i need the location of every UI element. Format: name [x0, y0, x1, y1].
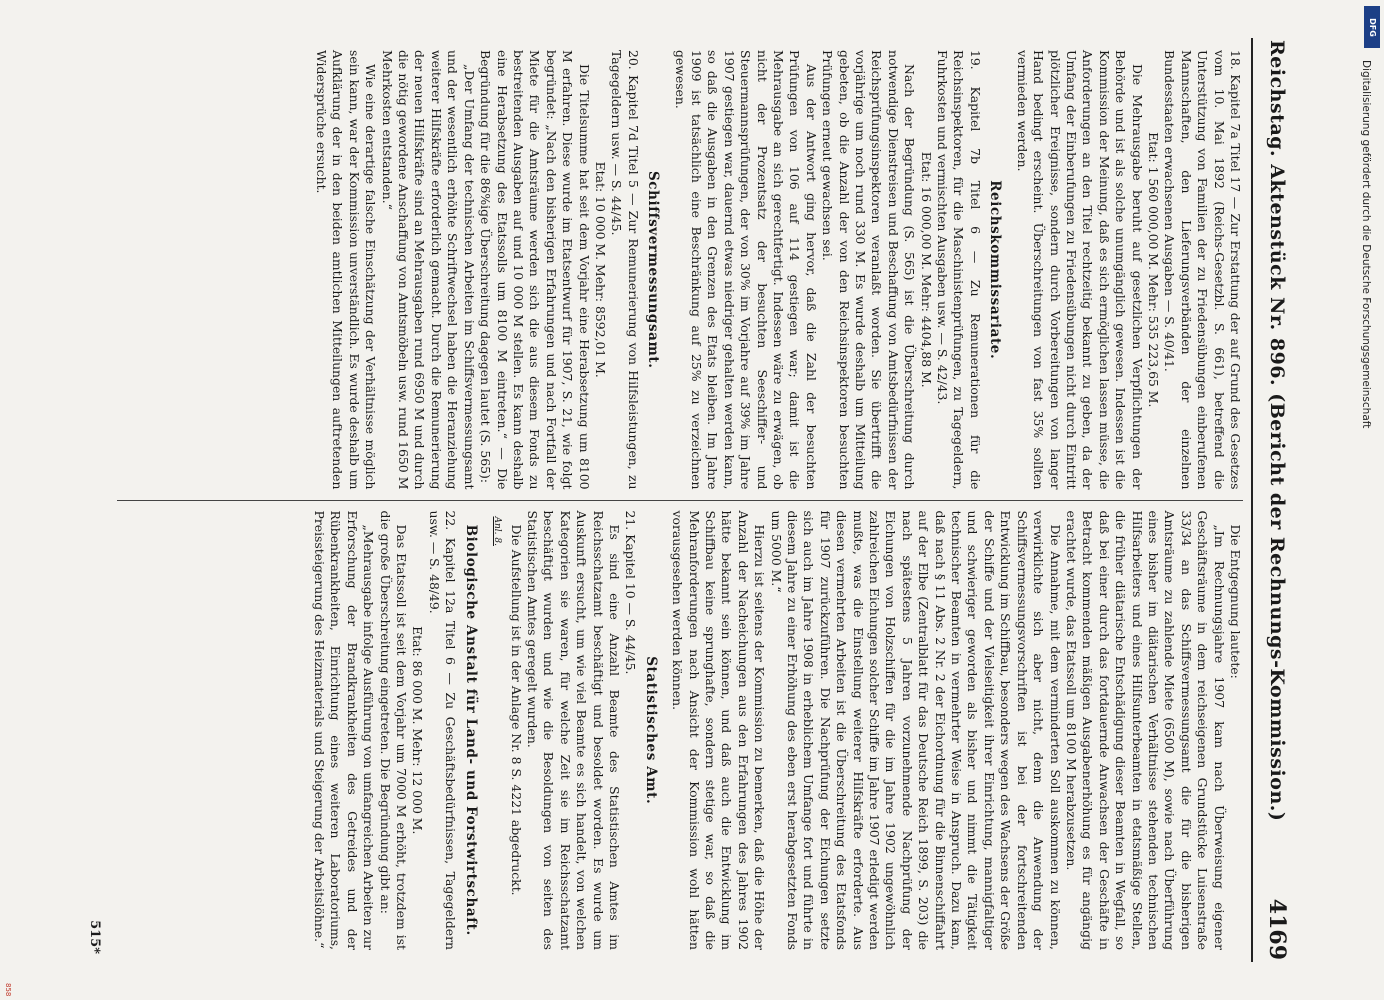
dfg-logo-text: DFG	[1367, 17, 1377, 37]
paragraph: Wie eine derartige falsche Einschätzung der Verhältnisse möglich sein kann, war der Kommission unverständlich. Es wurde deshalb um Aufklärung der in den beiden amtlichen Mitteilungen auftretenden Widersprüche ersucht.	[314, 50, 379, 490]
signature-mark: 515*	[87, 920, 102, 954]
section-heading: Statistisches Amt.	[642, 656, 659, 805]
text-columns	[117, 40, 1243, 960]
section-heading: Reichskommissariate.	[987, 180, 1004, 360]
dfg-logo	[1364, 6, 1380, 48]
side-credit	[1362, 60, 1382, 740]
paragraph: 19. Kapitel 7b Titel 6 — Zu Remunerationen für die Reichsinspektoren, für die Maschinistenprüfungen, zu Tagegeldern, Fuhrkosten und vermischten Ausgaben usw. — S. 42/43.	[935, 50, 983, 490]
paragraph: Die Titelsumme hat seit dem Vorjahr eine Herabsetzung um 8100 M erfahren. Diese wurde im Etatsentwurf für 1907, S. 21, wie folgt begründet: „Nach den bisherigen Erfahrungen und nach Fortfall der Miete für die Amtsräume werden sich die aus diesem Fonds zu bestreitenden Ausgaben auf und 10 000 M stellen. Es kann deshalb eine Herabsetzung des Etatssolls um 8100 M eintreten.“ — Die Begründung für die 86%ige Überschreitung dagegen lautet (S. 565):	[478, 50, 592, 490]
page-number: 4169	[1264, 898, 1290, 960]
paragraph: Die Entgegnung lautete:	[1228, 524, 1243, 679]
paragraph: Es sind eine Anzahl Beamte des Statistischen Amtes im Reichsschatzamt beschäftigt und besoldet worden. Es wurde um Auskunft ersucht, um wie viel Beamte es sich handelt, von welchen Kategorien sie waren, für welche Zeit sie im Reichsschatzamt beschäftigt wurden und wie die Besoldungen von seiten des Statistischen Amtes geregelt wurden.	[524, 510, 622, 950]
left-column	[117, 40, 1243, 500]
paragraph: 20. Kapitel 7d Titel 5 — Zur Remunerierung von Hilfsleistungen, zu Tagegeldern usw. — S. 44/45.	[609, 50, 641, 490]
paragraph: 22. Kapitel 12a Titel 6 — Zu Geschäftsbedürfnissen, Tagegeldern usw. — S. 48/49.	[426, 510, 459, 950]
rotated-document	[77, 20, 1307, 980]
paragraph: Nach der Begründung (S. 565) ist die Überschreitung durch notwendige Dienstreisen und Beschaffung von Amtsbedürfnissen der Reichsprüfungsinspektoren veranlaßt worden. Sie übertrifft die vorjährige um noch rund 330 M. Es wurde deshalb um Mitteilung gebeten, ob die Anzahl der von den Reichsinspektoren besuchten Prüfungen erneut gewachsen sei.	[820, 50, 918, 490]
side-credit-text: Digitalisierung gefördert durch die Deutsche Forschungsgemeinschaft	[1360, 60, 1372, 429]
page-code: 858	[4, 982, 12, 996]
paragraph: „Im Rechnungsjahre 1907 kam nach Überweisung eigener Geschäftsräume in dem reichseigenen Grundstücke Luisenstraße 33/34 an das Schiffsvermessungsamt die für die bisherigen Amtsräume zu zahlende Miete (6500 M), sowie nach Überführung eines bisher im diätarischen Verhältnisse stehenden technischen Hilfsarbeiters und eines Hilfsunterbeamten in etatsmäßige Stellen, die früher diätarische Entschädigung dieser Beamten in Wegfall, so daß bei einer durch das fortdauernde Anwachsen der Geschäfte in Betracht kommenden mäßigen Ausgabenerhöhung es für angängig erachtet wurde, das Etatssoll um 8100 M herabzusetzen.	[1063, 510, 1227, 950]
header-rule	[1251, 38, 1253, 962]
paragraph: Aus der Antwort ging hervor, daß die Zahl der besuchten Prüfungen von 106 auf 114 gestiegen war; damit ist die Mehrausgabe an sich gerechtfertigt. Indessen wäre zu erwägen, ob nicht der Prozentsatz der besuchten Seeschiffer- und Steuermannsprüfungen, der von 30% im Vorjahre auf 39% im Jahre 1907 gestiegen war, dauernd etwas niedriger gehalten werden kann, so daß die Ausgaben in den Grenzen des Etats bleiben. Im Jahre 1909 ist tatsächlich eine Beschränkung auf 25% zu verzeichnen gewesen.	[672, 50, 819, 490]
paragraph: Die Aufstellung ist in der Anlage Nr. 8 S. 4221 abgedruckt.	[508, 524, 524, 896]
etat-line: Etat: 16 000,00 M. Mehr: 4404,88 M.	[918, 151, 934, 388]
paragraph: „Der Umfang der technischen Arbeiten im Schiffsvermessungsamt und der wesentlich erhöhte Schriftwechsel haben die Heranziehung weiterer Hilfskräfte erforderlich gemacht. Durch die Remunerierung der neuen Hilfskräfte sind an Mehrausgaben rund 6950 M und durch die nötig gewordene Anschaffung von Amtsmöbeln usw. rund 1650 M Mehrkosten entstanden.“	[379, 50, 477, 490]
paragraph: 21. Kapitel 10 — S. 44/45.	[623, 510, 639, 675]
etat-line: Etat: 86 000 M. Mehr: 12 000 M.	[410, 626, 426, 835]
right-column	[117, 501, 1243, 961]
header-title: Reichstag. Aktenstück Nr. 896. (Bericht der Rechnungs-Kommission.)	[1266, 40, 1288, 822]
paragraph: „Mehrausgabe infolge Ausführung von umfangreichen Arbeiten zur Erforschung der Brandkrankheiten des Getreides und der Rübenkrankheiten, Einrichtung eines weiteren Laboratoriums, Preissteigerung des Heizmaterials und Steigerung der Arbeitslöhne.“	[312, 510, 377, 950]
margin-note: Anl. 8.	[492, 516, 503, 546]
etat-line: Etat: 1 560 000,00 M. Mehr: 535 223,65 M.	[1145, 132, 1161, 408]
section-heading: Schiffsvermessungsamt.	[645, 170, 662, 369]
paragraph: 18. Kapitel 7a Titel 17 — Zur Erstattung der auf Grund des Gesetzes vom 10. Mai 1892 (Reichs-Gesetzbl. S. 661), betreffend die Unterstützung von Familien der zu Friedensübungen einberufenen Mannschaften, den Lieferungsverbänden der einzelnen Bundesstaaten erwachsenen Ausgaben — S. 40/41.	[1162, 50, 1243, 490]
paragraph: Hierzu ist seitens der Kommission zu bemerken, daß die Höhe der Anzahl der Nacheichungen aus den Erfahrungen des Jahres 1902 hätte bekannt sein können, und daß auch die Entwicklung im Schiffbau keine sprunghafte, sondern stetige war, so daß die Mehranforderungen nach Ansicht der Kommission wohl hätten vorausgesehen werden können.	[670, 510, 768, 950]
etat-line: Etat: 10 000 M. Mehr: 8592,01 M.	[592, 161, 608, 378]
section-heading: Biologische Anstalt für Land- und Forstwirtschaft.	[462, 524, 479, 936]
paragraph: Das Etatssoll ist seit dem Vorjahr um 7000 M erhöht, trotzdem ist die große Überschreitung eingetreten. Die Begründung gibt an:	[377, 510, 410, 950]
paragraph: Die Annahme, mit dem verminderten Soll auskommen zu können, verwirklichte sich aber nicht, denn die Anwendung der Schiffsvermessungsvorschriften ist bei der fortschreitenden Entwicklung im Schiffbau, besonders wegen des Wachsens der Größe der Schiffe und der Vielseitigkeit ihrer Einrichtung, mannigfaltiger und schwieriger geworden als bisher und nimmt die Tätigkeit technischer Beamten in vermehrter Weise in Anspruch. Dazu kam, daß nach § 11 Abs. 2 Nr. 2 der Eichordnung für die Binnenschiffahrt auf der Elbe (Zentralblatt für das Deutsche Reich 1899, S. 203) die nach spätestens 5 Jahren vorzunehmende Nachprüfung der Eichungen von Holzschiffen für die im Jahre 1902 ungewöhnlich zahlreichen Eichungen solcher Schiffe im Jahre 1907 erledigt werden mußte, was die Einstellung weiterer Hilfskräfte erforderte. Aus diesen vermehrten Arbeiten ist die Überschreitung des Etatsfonds für 1907 zurückzuführen. Die Nachprüfung der Eichungen setzte sich auch im Jahre 1908 in erheblichem Umfange fort und führte in diesem Jahre zu einer Erhöhung des eben erst herabgesetzten Fonds um 5000 M.“	[768, 510, 1063, 950]
paragraph: Die Mehrausgabe beruht auf gesetzlichen Verpflichtungen der Behörde und ist als solche unumgänglich gewesen. Indessen ist die Kommission der Meinung, daß es sich ermöglichen lassen müsse, die Anforderungen an den Titel rechtzeitig bekannt zu geben, da der Umfang der Einberufungen zu Friedensübungen nicht durch Eintritt plötzlicher Ereignisse, sondern durch Vorbereitungen von langer Hand bedingt erscheint. Überschreitungen von fast 35% sollten vermieden werden.	[1014, 50, 1145, 490]
page-header	[1255, 40, 1299, 960]
